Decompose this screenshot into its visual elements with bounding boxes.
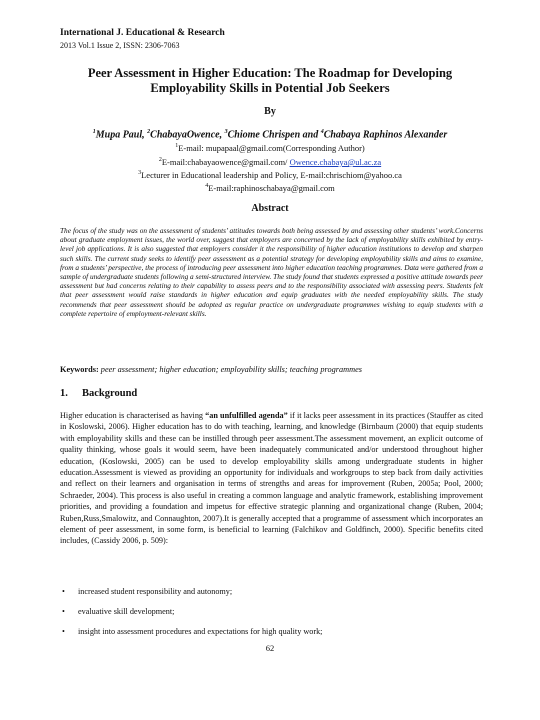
author-3-sup: 3 — [224, 129, 228, 135]
bullet-glyph: • — [62, 627, 65, 636]
body-p1-rest: if it lacks peer assessment in its practices (Stauffer as cited in Koslowski, 2006). Higher education has to do with teaching, learning, and knowledge (Birnbaum (2000) that equip students with employability skills and these can be instilled through peer assessment.The assessment movement, an explicit outcome of quality thinking, whose goals it would seem, have been inadequately communicated and/or understood throughout higher education, (Koslowski, 2005) can be used to develop employability skills among undergraduate students in higher education.Assessment is viewed as providing an opportunity for individuals and workgroups to step back from daily activities and reflect on their learners and organisation in terms of strengths and areas for improvement (Ruben, 2005a; Pool, 2000; Schraeder, 2004). This process is also useful in creating a common language and analytic framework, establishing improvement priorities, and providing a foundation and impetus for effective strategic planning and organizational change (Ruben, 2004; Ruben,Russ,Smalowitz, and Connaughton, 2007).It is generally accepted that a programme of assessment which incorporates an element of peer assessment, in some form, is beneficial to learning (Falchikov and Goldfinch, 2000). Specific benefits cited includes, (Cassidy 2006, p. 509): — [60, 411, 483, 546]
affiliation-3-sup: 3 — [138, 170, 142, 176]
author-1-sup: 1 — [92, 129, 96, 135]
email-link[interactable]: Owence.chabaya@ul.ac.za — [289, 156, 382, 167]
affiliation-1-text: E-mail: mupapaal@gmail.com(Corresponding Author) — [178, 142, 365, 153]
body-p1-bold: “an unfulfilled agenda” — [205, 411, 288, 420]
keywords-label: Keywords: — [60, 365, 99, 374]
author-4-sup: 4 — [320, 129, 324, 135]
abstract-text: The focus of the study was on the assessment of students’ attitudes towards both being assessed by and assessing other students’ work.Concerns about graduate employment issues, the world over, suggest that employers are concerned by the lack of employability skills exhibited by entry-level job applications. It is also suggested that employers consider it the responsibility of higher education institutions to develop and sharpen such skills. The current study seeks to identify peer assessment as a potential strategy for developing employability skills and aims to examine, from a students’ perspective, the process of introducing peer assessment into higher education teaching programmes. Data were gathered from a sample of undergraduate students following a semi-structured interview. The study found that students expressed a positive attitude towards peer assessment but had concerns relating to their capability to assess peers and to the responsibility associated with assessing peers. Students felt that peer assessment would raise standards in higher education and equip graduates with the needed employability skills. The study recommends that peer assessment should be adopted as regular practice on undergraduate programmes wishing to equip students with a complete repertoire of employment-relevant skills. — [60, 226, 483, 318]
list-item-text: increased student responsibility and autonomy; — [78, 587, 233, 596]
journal-name: International J. Educational & Research — [60, 28, 225, 38]
affiliation-2-text: E-mail:chabayaowence@gmail.com/ — [161, 156, 290, 167]
author-2-sup: 2 — [147, 129, 151, 135]
affiliation-1-sup: 1 — [175, 143, 179, 149]
affiliation-2 — [0, 155, 540, 167]
body-p1-start: Higher education is characterised as having — [60, 411, 206, 420]
author-2: ChabayaOwence, — [150, 129, 225, 141]
author-1: Mupa Paul, — [95, 129, 148, 141]
affiliation-3-text: Lecturer in Educational leadership and Policy, E-mail:chrischiom@yahoo.ca — [141, 169, 402, 180]
body-paragraph — [60, 410, 483, 547]
list-item — [60, 586, 483, 606]
benefit-list — [60, 586, 483, 646]
bullet-glyph: • — [62, 587, 65, 596]
affiliation-2-sup: 2 — [158, 157, 162, 163]
section-number: 1. — [60, 388, 68, 399]
keywords — [60, 365, 362, 374]
affiliation-3 — [0, 168, 540, 180]
keywords-value: peer assessment; higher education; employability skills; teaching programmes — [98, 365, 363, 374]
affiliation-1 — [0, 141, 540, 153]
affiliation-4-text: E-mail:raphinoschabaya@gmail.com — [208, 182, 335, 193]
list-item-text: insight into assessment procedures and expectations for high quality work; — [78, 627, 323, 636]
list-item — [60, 606, 483, 626]
author-list — [0, 129, 540, 140]
page-number: 62 — [265, 643, 275, 653]
bullet-glyph: • — [62, 607, 65, 616]
section-title: Background — [82, 388, 138, 399]
paper-title — [55, 66, 485, 96]
list-item-text: evaluative skill development; — [78, 607, 175, 616]
author-3: Chiome Chrispen and — [227, 129, 321, 141]
affiliation-4 — [0, 181, 540, 193]
affiliation-4-sup: 4 — [205, 183, 209, 189]
by-label: By — [264, 106, 276, 117]
journal-volume: 2013 Vol.1 Issue 2, ISSN: 2306-7063 — [60, 41, 180, 50]
title-line-2: Employability Skills in Potential Job Seekers — [150, 81, 390, 95]
author-4: Chabaya Raphinos Alexander — [323, 129, 448, 141]
title-line-1: Peer Assessment in Higher Education: The Roadmap for Developing — [87, 66, 453, 80]
abstract-heading: Abstract — [251, 203, 289, 214]
section-heading — [60, 388, 137, 399]
